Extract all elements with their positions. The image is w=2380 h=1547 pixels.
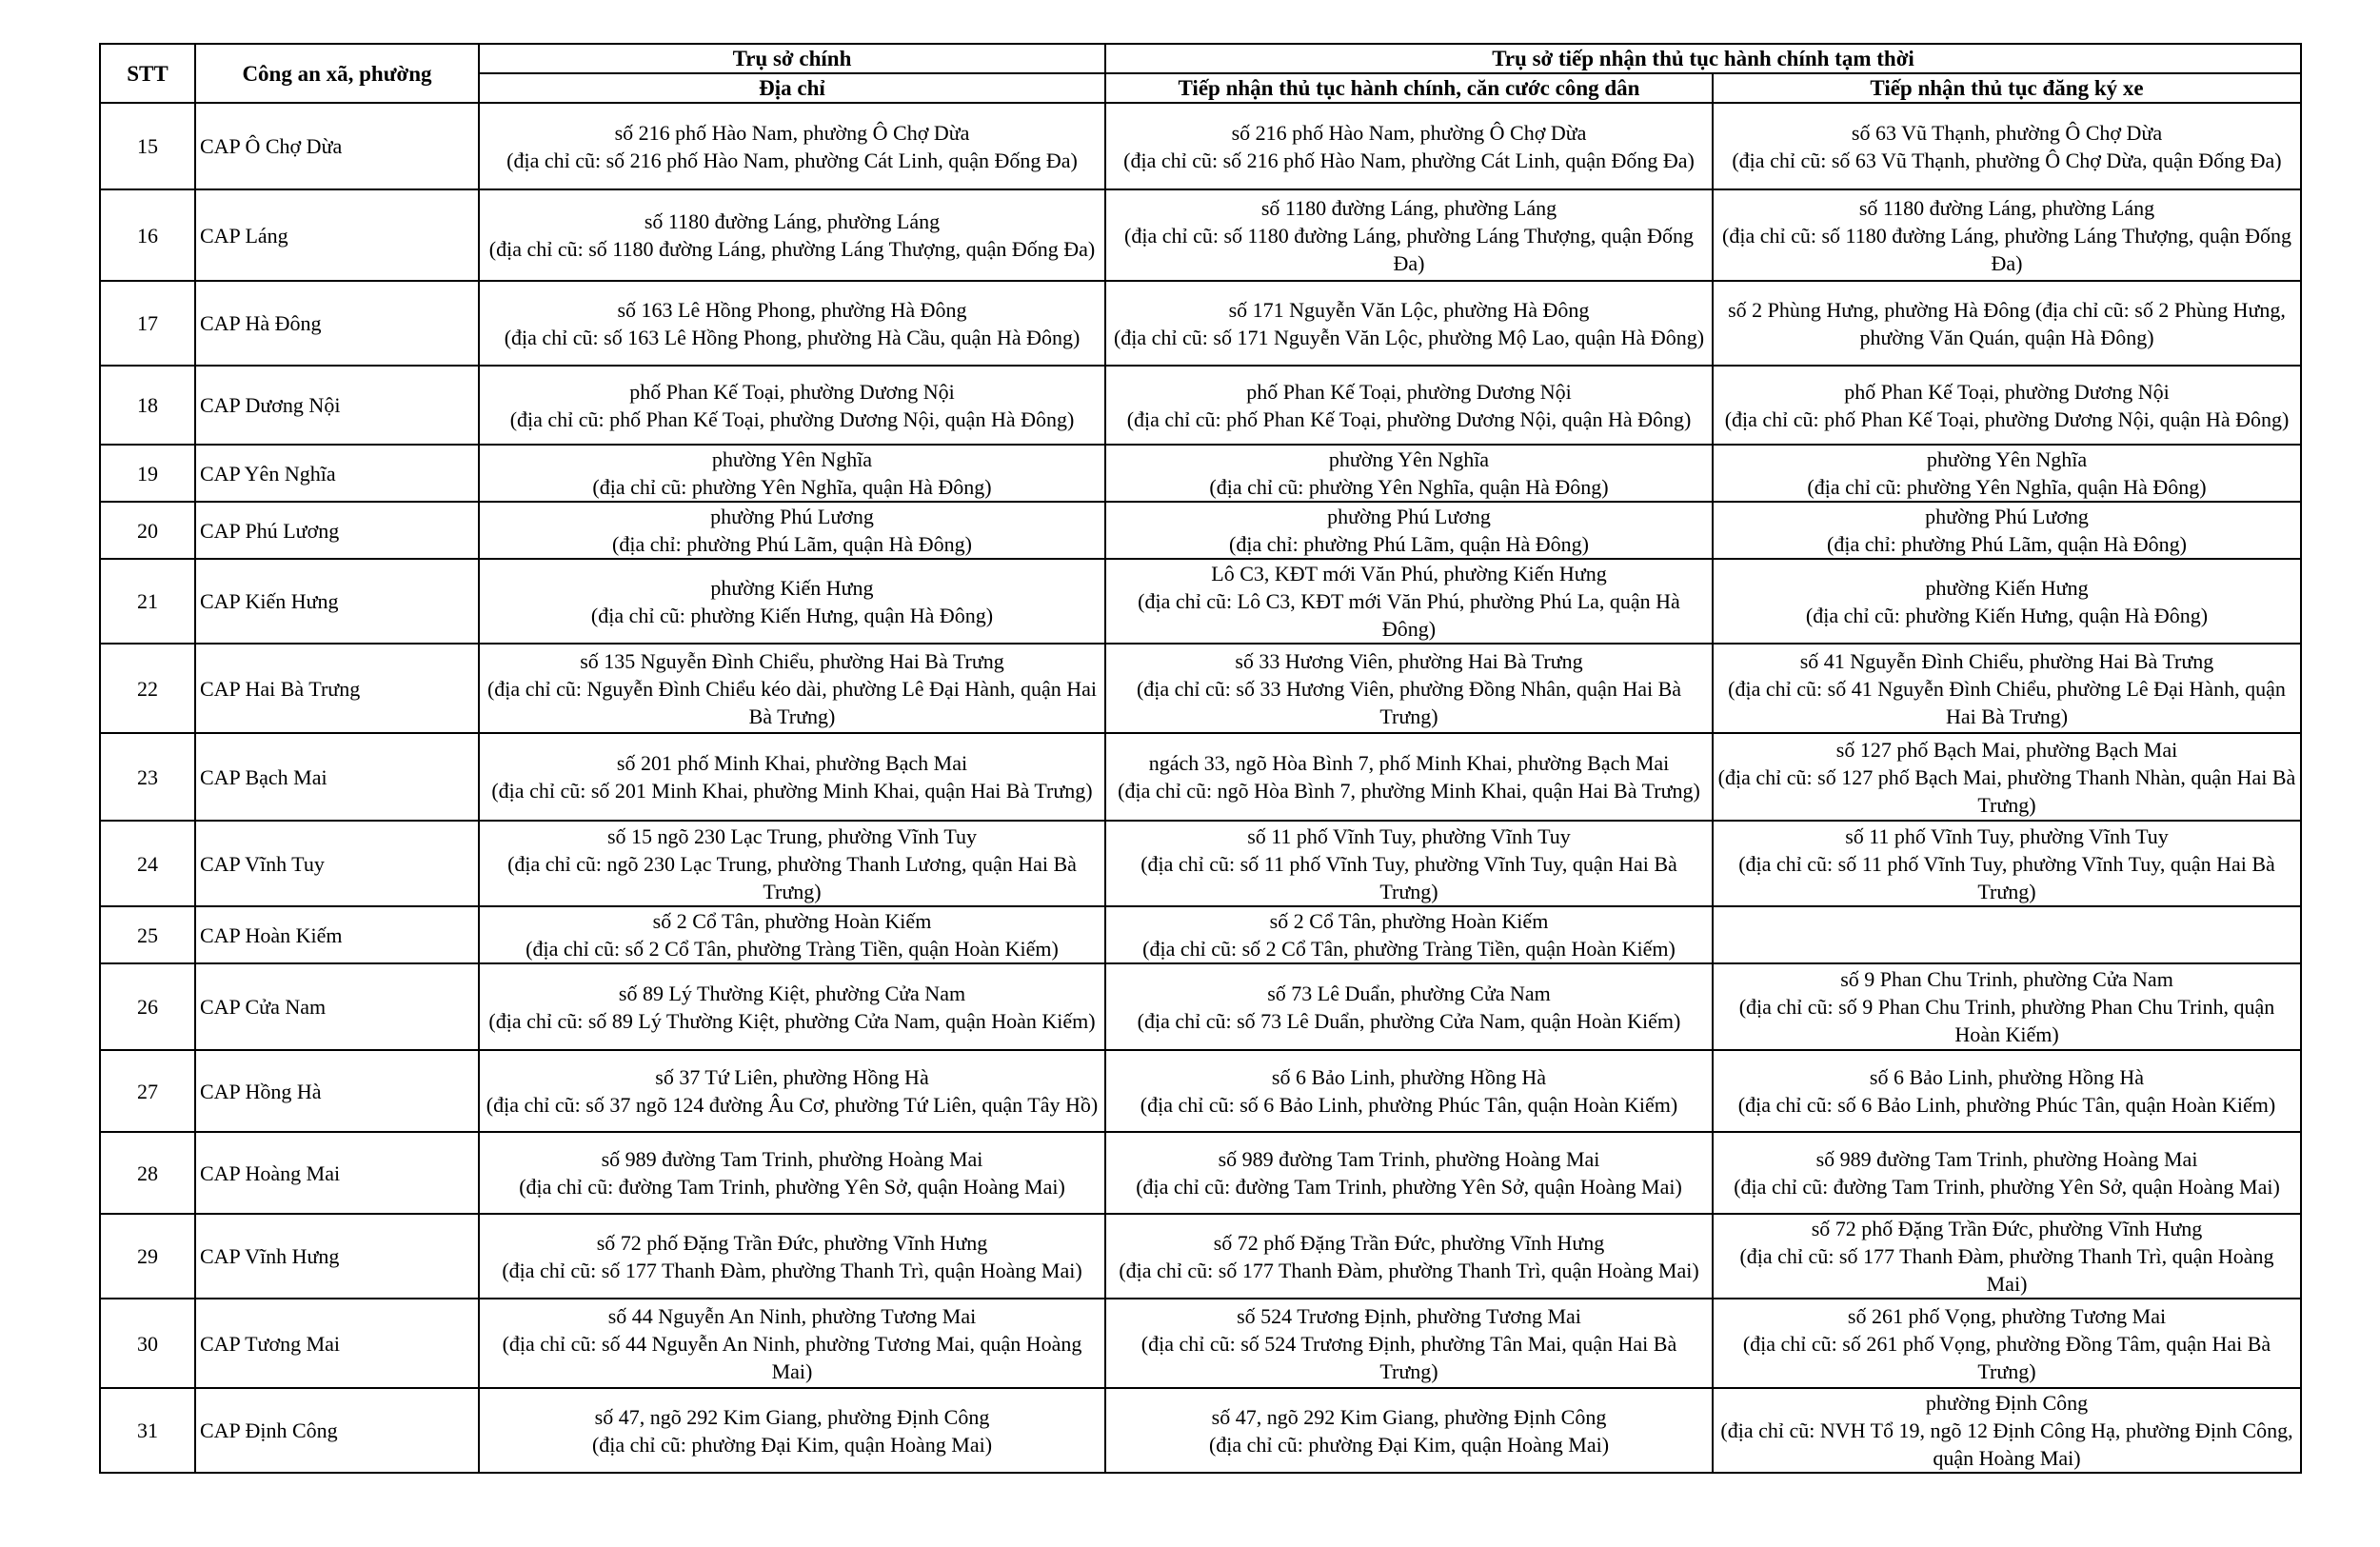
row-police-unit-name: CAP Láng: [195, 189, 479, 281]
address-new: ngách 33, ngõ Hòa Bình 7, phố Minh Khai, phường Bạch Mai: [1148, 751, 1670, 775]
row-stt: 21: [100, 559, 195, 644]
row-stt: 24: [100, 821, 195, 906]
address-new: số 127 phố Bạch Mai, phường Bạch Mai: [1835, 737, 2178, 762]
row-police-unit-name: CAP Phú Lương: [195, 502, 479, 559]
row-stt: 22: [100, 644, 195, 733]
address-old: (địa chỉ cũ: số 44 Nguyễn An Ninh, phường Tương Mai, quận Hoàng Mai): [502, 1331, 1082, 1383]
row-police-unit-name: CAP Kiến Hưng: [195, 559, 479, 644]
address-old: (địa chỉ cũ: phường Yên Nghĩa, quận Hà Đông): [1209, 475, 1609, 499]
row-citizen-address: [1105, 281, 1713, 366]
address-old: (địa chỉ cũ: đường Tam Trinh, phường Yên Sở, quận Hoàng Mai): [1734, 1175, 2280, 1199]
address-new: phường Phú Lương: [1327, 505, 1491, 528]
header-stt: STT: [100, 44, 195, 103]
address-old: (địa chỉ cũ: số 6 Bảo Linh, phường Phúc Tân, quận Hoàn Kiếm): [1737, 1093, 2276, 1117]
row-stt: 15: [100, 103, 195, 189]
address-old: (địa chỉ cũ: số 171 Nguyễn Văn Lộc, phường Mộ Lao, quận Hà Đông): [1113, 325, 1705, 349]
header-main-address: Địa chỉ: [479, 73, 1105, 103]
header-name: Công an xã, phường: [195, 44, 479, 103]
table-row: [100, 1214, 2301, 1299]
address-new: số 216 phố Hào Nam, phường Ô Chợ Dừa: [1231, 120, 1587, 145]
address-old: (địa chỉ cũ: số 41 Nguyễn Đình Chiểu, phường Lê Đại Hành, quận Hai Bà Trưng): [1728, 676, 2286, 728]
address-old: (địa chỉ cũ: số 524 Trương Định, phường Tân Mai, quận Hai Bà Trưng): [1140, 1331, 1677, 1383]
address-old: (địa chỉ cũ: phường Yên Nghĩa, quận Hà Đông): [592, 475, 992, 499]
address-new: số 6 Bảo Linh, phường Hồng Hà: [1869, 1065, 2145, 1089]
row-citizen-address: [1105, 733, 1713, 821]
row-vehicle-address: [1713, 906, 2301, 963]
address-new: số 72 phố Đặng Trần Đức, phường Vĩnh Hưng: [596, 1230, 988, 1255]
row-stt: 20: [100, 502, 195, 559]
address-old: (địa chỉ cũ: số 1180 đường Láng, phường Láng Thượng, quận Đống Đa): [1722, 223, 2291, 275]
table-row: [100, 906, 2301, 963]
address-new: số 44 Nguyễn An Ninh, phường Tương Mai: [607, 1303, 977, 1328]
row-citizen-address: [1105, 502, 1713, 559]
row-stt: 19: [100, 445, 195, 502]
header-main-office: Trụ sở chính: [479, 44, 1105, 73]
row-stt: 23: [100, 733, 195, 821]
address-old: (địa chỉ cũ: số 177 Thanh Đàm, phường Thanh Trì, quận Hoàng Mai): [502, 1258, 1082, 1282]
address-old: (địa chỉ cũ: số 1180 đường Láng, phường Láng Thượng, quận Đống Đa): [488, 237, 1096, 261]
address-old: (địa chỉ: phường Phú Lãm, quận Hà Đông): [612, 532, 972, 556]
address-old: (địa chỉ cũ: số 2 Cổ Tân, phường Tràng Tiền, quận Hoàn Kiếm): [1142, 937, 1676, 961]
row-citizen-address: [1105, 821, 1713, 906]
address-new: số 37 Tứ Liên, phường Hồng Hà: [655, 1065, 929, 1089]
row-stt: 18: [100, 366, 195, 445]
address-new: số 216 phố Hào Nam, phường Ô Chợ Dừa: [614, 120, 970, 145]
row-main-address: [479, 733, 1105, 821]
row-stt: 25: [100, 906, 195, 963]
row-police-unit-name: CAP Hai Bà Trưng: [195, 644, 479, 733]
address-new: số 89 Lý Thường Kiệt, phường Cửa Nam: [618, 981, 966, 1005]
table-row: [100, 1299, 2301, 1388]
address-new: số 2 Phùng Hưng, phường Hà Đông (địa chỉ cũ: số 2 Phùng Hưng, phường Văn Quán, quận Hà Đông): [1728, 297, 2286, 349]
row-citizen-address: [1105, 963, 1713, 1050]
address-new: số 11 phố Vĩnh Tuy, phường Vĩnh Tuy: [1247, 823, 1571, 848]
row-vehicle-address: [1713, 1132, 2301, 1214]
row-vehicle-address: [1713, 445, 2301, 502]
address-old: (địa chỉ cũ: số 37 ngõ 124 đường Âu Cơ, phường Tứ Liên, quận Tây Hồ): [486, 1093, 1099, 1117]
address-new: số 2 Cổ Tân, phường Hoàn Kiếm: [652, 909, 932, 933]
row-citizen-address: [1105, 445, 1713, 502]
row-main-address: [479, 1214, 1105, 1299]
table-row: [100, 502, 2301, 559]
row-police-unit-name: CAP Bạch Mai: [195, 733, 479, 821]
address-new: phường Kiến Hưng: [1925, 575, 2089, 600]
row-stt: 28: [100, 1132, 195, 1214]
row-vehicle-address: [1713, 644, 2301, 733]
table-row: [100, 1050, 2301, 1132]
row-police-unit-name: CAP Tương Mai: [195, 1299, 479, 1388]
address-new: số 1180 đường Láng, phường Láng: [1858, 195, 2155, 220]
row-vehicle-address: [1713, 1214, 2301, 1299]
address-new: số 72 phố Đặng Trần Đức, phường Vĩnh Hưng: [1811, 1217, 2203, 1240]
address-old: (địa chỉ cũ: phường Yên Nghĩa, quận Hà Đông): [1807, 475, 2207, 499]
header-temp-citizen: Tiếp nhận thủ tục hành chính, căn cước công dân: [1105, 73, 1713, 103]
table-row: [100, 281, 2301, 366]
row-stt: 30: [100, 1299, 195, 1388]
address-new: số 163 Lê Hồng Phong, phường Hà Đông: [617, 297, 967, 322]
table-row: [100, 366, 2301, 445]
address-new: số 9 Phan Chu Trinh, phường Cửa Nam: [1840, 967, 2173, 991]
address-old: (địa chỉ cũ: số 33 Hương Viên, phường Đồng Nhân, quận Hai Bà Trưng): [1136, 676, 1682, 728]
header-temp-office: Trụ sở tiếp nhận thủ tục hành chính tạm thời: [1105, 44, 2301, 73]
row-stt: 26: [100, 963, 195, 1050]
row-vehicle-address: [1713, 1050, 2301, 1132]
address-old: (địa chỉ cũ: phường Kiến Hưng, quận Hà Đông): [590, 603, 994, 627]
address-old: (địa chỉ cũ: số 127 phố Bạch Mai, phường Thanh Nhàn, quận Hai Bà Trưng): [1717, 764, 2296, 817]
address-old: (địa chỉ cũ: phố Phan Kế Toại, phường Dương Nội, quận Hà Đông): [1724, 407, 2290, 431]
address-old: (địa chỉ cũ: ngõ Hòa Bình 7, phường Minh Khai, quận Hai Bà Trưng): [1118, 779, 1700, 803]
row-police-unit-name: CAP Ô Chợ Dừa: [195, 103, 479, 189]
address-new: phường Kiến Hưng: [710, 575, 874, 600]
address-new: số 1180 đường Láng, phường Láng: [644, 209, 941, 233]
address-old: (địa chỉ cũ: NVH Tổ 19, ngõ 12 Định Công Hạ, phường Định Công, quận Hoàng Mai): [1720, 1418, 2293, 1470]
address-old: (địa chỉ cũ: số 11 phố Vĩnh Tuy, phường Vĩnh Tuy, quận Hai Bà Trưng): [1140, 851, 1677, 903]
row-main-address: [479, 559, 1105, 644]
table-row: [100, 644, 2301, 733]
address-new: số 47, ngõ 292 Kim Giang, phường Định Công: [594, 1404, 990, 1429]
table-row: [100, 821, 2301, 906]
table-row: [100, 445, 2301, 502]
address-new: Lô C3, KĐT mới Văn Phú, phường Kiến Hưng: [1211, 562, 1607, 585]
row-stt: 29: [100, 1214, 195, 1299]
address-old: (địa chỉ cũ: số 1180 đường Láng, phường Láng Thượng, quận Đống Đa): [1124, 223, 1694, 275]
row-main-address: [479, 906, 1105, 963]
address-new: số 989 đường Tam Trinh, phường Hoàng Mai: [601, 1147, 983, 1171]
address-old: (địa chỉ cũ: Nguyễn Đình Chiểu kéo dài, phường Lê Đại Hành, quận Hai Bà Trưng): [486, 676, 1097, 728]
address-new: số 73 Lê Duẩn, phường Cửa Nam: [1267, 981, 1551, 1005]
address-old: (địa chỉ cũ: số 201 Minh Khai, phường Minh Khai, quận Hai Bà Trưng): [491, 779, 1093, 803]
row-citizen-address: [1105, 1214, 1713, 1299]
row-main-address: [479, 366, 1105, 445]
row-main-address: [479, 1299, 1105, 1388]
address-new: phường Yên Nghĩa: [1926, 447, 2088, 471]
row-citizen-address: [1105, 559, 1713, 644]
address-old: (địa chỉ cũ: số 2 Cổ Tân, phường Tràng Tiền, quận Hoàn Kiếm): [526, 937, 1059, 961]
row-citizen-address: [1105, 103, 1713, 189]
address-old: (địa chỉ cũ: số 163 Lê Hồng Phong, phường Hà Cầu, quận Hà Đông): [504, 325, 1081, 349]
address-old: (địa chỉ: phường Phú Lãm, quận Hà Đông): [1229, 532, 1589, 556]
address-table: [99, 43, 2302, 1474]
row-main-address: [479, 1388, 1105, 1473]
row-police-unit-name: CAP Định Công: [195, 1388, 479, 1473]
address-old: (địa chỉ cũ: phố Phan Kế Toại, phường Dương Nội, quận Hà Đông): [1126, 407, 1692, 431]
row-main-address: [479, 445, 1105, 502]
row-stt: 31: [100, 1388, 195, 1473]
table-body: [100, 103, 2301, 1473]
address-old: (địa chỉ cũ: phố Phan Kế Toại, phường Dương Nội, quận Hà Đông): [509, 407, 1075, 431]
table-row: [100, 963, 2301, 1050]
row-police-unit-name: CAP Vĩnh Hưng: [195, 1214, 479, 1299]
row-vehicle-address: [1713, 366, 2301, 445]
row-main-address: [479, 103, 1105, 189]
row-police-unit-name: CAP Hoàn Kiếm: [195, 906, 479, 963]
address-new: số 1180 đường Láng, phường Láng: [1260, 195, 1557, 220]
row-citizen-address: [1105, 1299, 1713, 1388]
address-old: (địa chỉ cũ: số 216 phố Hào Nam, phường Cát Linh, quận Đống Đa): [1123, 148, 1695, 172]
row-main-address: [479, 281, 1105, 366]
address-new: số 72 phố Đặng Trần Đức, phường Vĩnh Hưng: [1213, 1230, 1605, 1255]
table-row: [100, 1388, 2301, 1473]
row-police-unit-name: CAP Hồng Hà: [195, 1050, 479, 1132]
row-vehicle-address: [1713, 963, 2301, 1050]
row-vehicle-address: [1713, 502, 2301, 559]
address-old: (địa chỉ cũ: phường Kiến Hưng, quận Hà Đông): [1805, 603, 2209, 627]
address-old: (địa chỉ cũ: phường Đại Kim, quận Hoàng Mai): [1208, 1432, 1610, 1457]
address-old: (địa chỉ cũ: đường Tam Trinh, phường Yên Sở, quận Hoàng Mai): [519, 1175, 1065, 1199]
row-main-address: [479, 963, 1105, 1050]
address-old: (địa chỉ cũ: số 177 Thanh Đàm, phường Thanh Trì, quận Hoàng Mai): [1119, 1258, 1699, 1282]
address-old: (địa chỉ cũ: ngõ 230 Lạc Trung, phường Thanh Lương, quận Hai Bà Trưng): [507, 851, 1077, 903]
address-new: số 63 Vũ Thạnh, phường Ô Chợ Dừa: [1851, 120, 2163, 145]
header-temp-vehicle: Tiếp nhận thủ tục đăng ký xe: [1713, 73, 2301, 103]
row-vehicle-address: [1713, 281, 2301, 366]
address-old: (địa chỉ cũ: số 11 phố Vĩnh Tuy, phường Vĩnh Tuy, quận Hai Bà Trưng): [1738, 851, 2275, 903]
row-main-address: [479, 189, 1105, 281]
address-old: (địa chỉ cũ: Lô C3, KĐT mới Văn Phú, phường Phú La, quận Hà Đông): [1138, 589, 1680, 641]
row-citizen-address: [1105, 1388, 1713, 1473]
row-police-unit-name: CAP Yên Nghĩa: [195, 445, 479, 502]
row-citizen-address: [1105, 366, 1713, 445]
address-old: (địa chỉ cũ: số 261 phố Vọng, phường Đồng Tâm, quận Hai Bà Trưng): [1742, 1331, 2271, 1383]
row-stt: 27: [100, 1050, 195, 1132]
address-old: (địa chỉ cũ: số 6 Bảo Linh, phường Phúc Tân, quận Hoàn Kiếm): [1140, 1093, 1678, 1117]
row-vehicle-address: [1713, 821, 2301, 906]
address-new: số 261 phố Vọng, phường Tương Mai: [1847, 1303, 2167, 1328]
address-old: (địa chỉ cũ: đường Tam Trinh, phường Yên Sở, quận Hoàng Mai): [1136, 1175, 1682, 1199]
address-new: phố Phan Kế Toại, phường Dương Nội: [629, 379, 955, 404]
address-new: phường Phú Lương: [1925, 505, 2089, 528]
address-new: số 6 Bảo Linh, phường Hồng Hà: [1271, 1065, 1547, 1089]
address-new: phố Phan Kế Toại, phường Dương Nội: [1844, 379, 2170, 404]
address-new: số 41 Nguyễn Đình Chiểu, phường Hai Bà Trưng: [1799, 648, 2214, 673]
address-old: (địa chỉ cũ: số 73 Lê Duẩn, phường Cửa Nam, quận Hoàn Kiếm): [1137, 1008, 1681, 1033]
row-stt: 17: [100, 281, 195, 366]
row-police-unit-name: CAP Hoàng Mai: [195, 1132, 479, 1214]
row-citizen-address: [1105, 1132, 1713, 1214]
address-new: phường Định Công: [1925, 1391, 2089, 1415]
address-new: số 171 Nguyễn Văn Lộc, phường Hà Đông: [1228, 297, 1590, 322]
row-vehicle-address: [1713, 733, 2301, 821]
row-main-address: [479, 1050, 1105, 1132]
row-police-unit-name: CAP Hà Đông: [195, 281, 479, 366]
address-old: (địa chỉ: phường Phú Lãm, quận Hà Đông): [1827, 532, 2187, 556]
table-row: [100, 1132, 2301, 1214]
address-old: (địa chỉ cũ: số 9 Phan Chu Trinh, phường Phan Chu Trinh, quận Hoàn Kiếm): [1738, 995, 2275, 1046]
row-citizen-address: [1105, 644, 1713, 733]
row-vehicle-address: [1713, 559, 2301, 644]
address-new: số 47, ngõ 292 Kim Giang, phường Định Công: [1211, 1404, 1607, 1429]
table-row: [100, 733, 2301, 821]
row-police-unit-name: CAP Cửa Nam: [195, 963, 479, 1050]
address-old: (địa chỉ cũ: phường Đại Kim, quận Hoàng Mai): [591, 1432, 993, 1457]
address-new: số 989 đường Tam Trinh, phường Hoàng Mai: [1815, 1147, 2198, 1171]
row-stt: 16: [100, 189, 195, 281]
row-police-unit-name: CAP Vĩnh Tuy: [195, 821, 479, 906]
row-citizen-address: [1105, 906, 1713, 963]
address-new: phường Yên Nghĩa: [711, 447, 873, 471]
address-new: phường Phú Lương: [710, 505, 874, 528]
row-vehicle-address: [1713, 103, 2301, 189]
address-new: số 2 Cổ Tân, phường Hoàn Kiếm: [1269, 909, 1549, 933]
table-row: [100, 103, 2301, 189]
row-citizen-address: [1105, 189, 1713, 281]
address-new: số 989 đường Tam Trinh, phường Hoàng Mai: [1218, 1147, 1600, 1171]
row-citizen-address: [1105, 1050, 1713, 1132]
address-new: số 201 phố Minh Khai, phường Bạch Mai: [616, 751, 968, 775]
table-row: [100, 189, 2301, 281]
address-new: số 33 Hương Viên, phường Hai Bà Trưng: [1235, 648, 1583, 673]
row-main-address: [479, 644, 1105, 733]
address-old: (địa chỉ cũ: số 63 Vũ Thạnh, phường Ô Chợ Dừa, quận Đống Đa): [1732, 148, 2282, 172]
address-new: phường Yên Nghĩa: [1328, 447, 1490, 471]
address-old: (địa chỉ cũ: số 89 Lý Thường Kiệt, phường Cửa Nam, quận Hoàn Kiếm): [488, 1008, 1096, 1033]
address-new: số 524 Trương Định, phường Tương Mai: [1237, 1303, 1581, 1328]
row-vehicle-address: [1713, 189, 2301, 281]
address-old: (địa chỉ cũ: số 177 Thanh Đàm, phường Thanh Trì, quận Hoàng Mai): [1739, 1244, 2274, 1296]
address-new: số 15 ngõ 230 Lạc Trung, phường Vĩnh Tuy: [606, 823, 978, 848]
row-main-address: [479, 821, 1105, 906]
row-main-address: [479, 1132, 1105, 1214]
row-main-address: [479, 502, 1105, 559]
row-police-unit-name: CAP Dương Nội: [195, 366, 479, 445]
address-new: số 135 Nguyễn Đình Chiểu, phường Hai Bà Trưng: [580, 648, 1004, 673]
table-row: [100, 559, 2301, 644]
row-vehicle-address: [1713, 1388, 2301, 1473]
address-new: phố Phan Kế Toại, phường Dương Nội: [1246, 379, 1572, 404]
row-vehicle-address: [1713, 1299, 2301, 1388]
address-new: số 11 phố Vĩnh Tuy, phường Vĩnh Tuy: [1845, 823, 2169, 848]
address-old: (địa chỉ cũ: số 216 phố Hào Nam, phường Cát Linh, quận Đống Đa): [506, 148, 1078, 172]
